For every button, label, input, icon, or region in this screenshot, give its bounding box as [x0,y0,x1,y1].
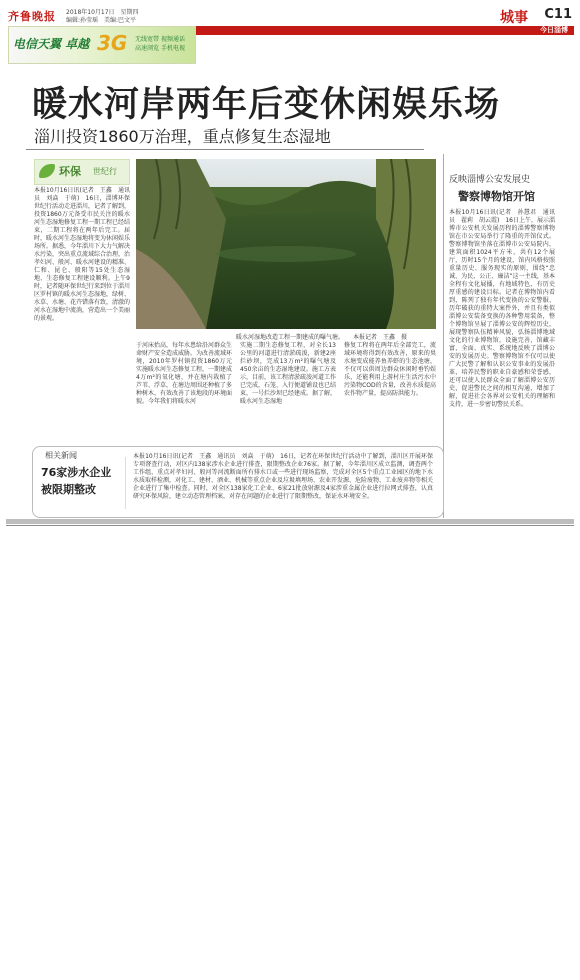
telecom-ad-banner[interactable] [8,26,196,64]
wetland-photo [136,159,436,329]
sidebar-kicker: 反映淄博公安发展史 [449,175,531,185]
article-column: 于河床抬高，每年水患给沿河群众生命财产安全造成威胁。为改善流域环境，2010年罗村镇投资1860万元实施暖水河生态修复工程，一期建成4万m²的氧化塘，并在塘内栽植了芦苇、浮草，在塘边周围还种植了多种树木，有效改善了该地段的环境面貌。今年我们将暖水河 [136,342,233,405]
section-bar [196,26,574,35]
issue-editors: 编辑:孙莹瑶 美编:巴文平 [66,17,137,24]
ad-tag: 手机电视 [160,45,185,52]
badge-subtitle: 世纪行 [93,167,117,176]
related-news-divider [125,457,126,509]
wetland-photo-illustration [136,159,436,329]
issue-meta [66,9,139,25]
issue-date: 2018年10月17日 星期四 [66,9,139,16]
article-subheadline: 淄川投资1860万治理，重点修复生态湿地 [34,127,331,146]
leaf-icon [39,164,55,178]
newspaper-logo: 齐鲁晚报 [8,10,56,23]
related-news-label: 相关新闻 [45,451,77,460]
newspaper-page [6,4,574,524]
page-number: C11 [544,7,572,22]
badge-title: 环保 [59,165,81,178]
section-name: 城事 [500,10,528,26]
page-bottom-band [6,519,574,524]
ad-tag: 视频通话 [160,36,185,43]
related-news-headline: 76家涉水企业被限期整改 [41,466,112,496]
column-badge [34,159,130,185]
ad-tag: 高速浏览 [135,45,160,52]
related-news-body: 本报10月16日讯(记者 王鑫 通讯员 刘焱 于萌) 16日，记者在环保世纪行活动中了解到，淄川区开展环保专项督查行动，对区内138家涉水企业进行排查，限期整改企业76家。据了解，今年淄川区成立监测，调查两个工作组，重点对孝妇河、般河等河流断面所有排水口或一些进行现场监察，完成对全区5个重点工业园区的地下水水质取样检测，对化工、建材、酒业、机械等重点企业及垃圾填埋场、农业开发源、危险废物、工业废弃物等相关企业进行了集中检查。同时，对全区138家化工企业、6家21批放射源及4家涉重金属企业进行拉网式排查，认真研究环保风险，建立动态管理档案，对存在问题的企业进行了限期整改，保证水环境安全。 [133,453,434,500]
article-headline: 暖水河岸两年后变休闲娱乐场 [32,85,501,125]
related-news-box [32,446,444,518]
ad-brand: 电信天翼 卓越 [13,37,90,51]
sidebar-article-body: 本报10月16日讯(记者 孙慧君 通讯员 翟莉 胡云霞) 16日上午，展示淄博市公安机关发展历程的淄博警察博物馆在市公安局举行了隆重的开馆仪式。警察博物馆坐落在淄博市公安局院内，建筑面积1024平方米，共有12个展厅，历时15个月的建设，馆内风格按照重量历史、服务现实的原则，围绕“忠诚、为民、公正、廉洁”这一主线，基本全程有文化展播，有地域特色，有历史厚重感的建设目标。记者在博物馆内看到，陈列了独有年代变换的公安警服、历年破获的重特大案件外，并且有类似淄博公安装备变换的各种警用装备，整个博物馆呈展了淄博公安的辉煌历史，展现警察队伍精神风貌，弘扬淄博地域文化的行业博物馆，设施完善，馆藏丰富，全面、真实、系统地反映了淄博公安的发展历史。警察博物馆不仅可以使广大民警了解和认识公安事业的发展沿革，培养民警的职业自豪感和荣誉感，还可以使人民群众全面了解淄博公安历史，促进警民之间的相互沟通，增加了解，促进社会各界对公安机关的理解和支持，进一步密切警民关系。 [449,209,555,408]
ad-tag: 无线宽带 [135,36,160,43]
sidebar-headline: 警察博物馆开馆 [458,190,535,203]
article-column: 本报10月16日讯(记者 王鑫 通讯员 刘焱 于萌) 16日，淄博环保世纪行活动走进淄川，记者了解到，投资1860万元备受市民关注的暖水河生态湿地修复工程一期工程已经结束，二期工程将在两年后完工。届时，暖水河生态湿地将变为休闲娱乐场所。据悉，今年淄川下大力气解决水污染，突出重点流域综合治理，治孝妇河、般河、暖水河建设的精准、仁和、昆仑、般阳等15处生态湿地、生态修复工程建设顺利。上午9时，记者随环保世纪行来到位于淄川区罗村镇的暖水河生态湿地，绿树、水草、水塘、花卉错落有致，清澈的河水在湿地中流淌，营造出一个美丽的景观。 [34,187,131,322]
article-column: 修复工程将在两年后全部完工，流域环境将得到有效改善，原来的臭水塘变成能养鱼养虾的生态池塘，不仅可以供周边群众休闲时垂钓娱乐，还能利用上游村庄生活污水中污染物COD的含量，改善水质提高农作物产量，提高防洪能力。 [344,342,436,397]
photo-caption: 暖水河湿地改造工程一期建成的曝气塘。 本报记者 王鑫 摄 [236,334,408,341]
section-bar-label: 今日淄博 [540,26,568,34]
headline-divider [26,149,424,150]
ad-3g-mark: 3G [97,31,128,55]
article-column: 实施二期生态修复工程，对全长13公里的河道进行清淤疏浚，新建2座拦砂坝，完成13万m²的曝气塘及450余亩的生态湿地建设。施工方表示，目前，该工程清淤疏浚河道工作已完成，石笼、入行便道铺设也已结束，一号拦沙坝已经建成。据了解，暖水河生态湿地 [240,342,337,405]
ad-tags [135,35,191,53]
page-bottom-line [6,525,574,526]
